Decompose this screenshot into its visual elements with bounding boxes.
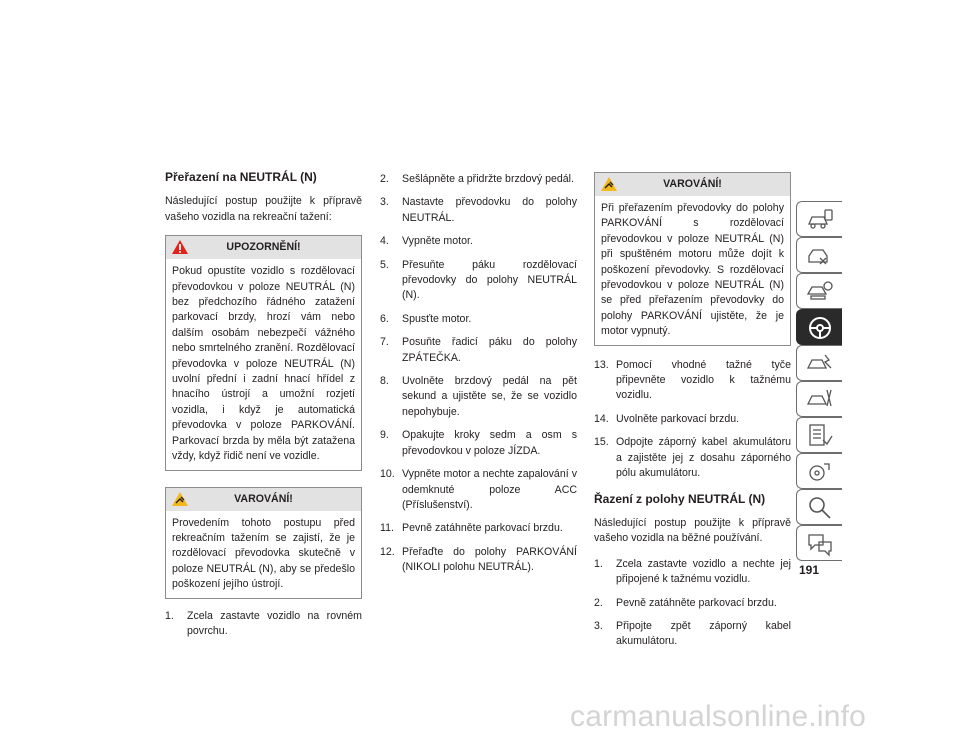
list-item bbox=[380, 374, 577, 420]
step-number: 8. bbox=[380, 375, 389, 388]
intro-paragraph: Následující postup použijte k přípravě vašeho vozidla na rekreační tažení: bbox=[165, 195, 362, 223]
steps-list bbox=[165, 609, 362, 640]
step-text: Zcela zastavte vozidlo na rovném povrchu. bbox=[187, 609, 362, 637]
caution-box bbox=[594, 172, 791, 346]
tab-starting[interactable] bbox=[796, 273, 842, 309]
list-item bbox=[594, 557, 791, 588]
step-text: Zcela zastavte vozidlo a nechte jej připojené k tažnému vozidlu. bbox=[616, 557, 791, 586]
warning-box bbox=[165, 235, 362, 470]
watermark: carmanualsonline.info bbox=[570, 700, 867, 733]
step-number: 3. bbox=[594, 619, 603, 632]
list-item bbox=[380, 335, 577, 366]
step-number: 1. bbox=[165, 609, 174, 622]
step-number: 12. bbox=[380, 545, 395, 558]
step-number: 2. bbox=[594, 596, 603, 609]
list-item bbox=[594, 412, 791, 427]
list-item bbox=[380, 312, 577, 327]
step-text: Uvolněte brzdový pedál na pět sekund a ujistěte se, že se vozidlo nepohybuje. bbox=[402, 375, 577, 418]
step-text: Spusťte motor. bbox=[402, 312, 472, 325]
radio-disc-icon bbox=[805, 458, 835, 486]
list-item bbox=[380, 428, 577, 459]
tab-index[interactable] bbox=[796, 489, 842, 525]
step-text: Pevně zatáhněte parkovací brzdu. bbox=[402, 522, 563, 535]
step-number: 14. bbox=[594, 412, 609, 425]
steering-wheel-icon bbox=[805, 278, 835, 306]
section-heading-neutral: Přeřazení na NEUTRÁL (N) bbox=[165, 170, 317, 184]
step-text: Vypněte motor a nechte zapalování v odemknuté poloze ACC (Příslušenství). bbox=[402, 468, 577, 511]
list-item bbox=[594, 596, 791, 611]
caution-box bbox=[165, 487, 362, 599]
list-item bbox=[380, 521, 577, 536]
list-item bbox=[594, 435, 791, 481]
step-text: Odpojte záporný kabel akumulátoru a zajistěte jej z dosahu záporného pólu akumulátoru. bbox=[616, 436, 791, 480]
steps-list bbox=[594, 557, 791, 650]
step-text: Uvolněte parkovací brzdu. bbox=[616, 412, 740, 425]
step-number: 6. bbox=[380, 312, 389, 325]
warning-box-title: UPOZORNĚNÍ! bbox=[226, 241, 301, 254]
section-heading-from-neutral: Řazení z polohy NEUTRÁL (N) bbox=[594, 491, 766, 506]
tab-languages[interactable] bbox=[796, 525, 842, 561]
step-number: 1. bbox=[594, 557, 603, 570]
step-number: 10. bbox=[380, 468, 395, 481]
car-crash-icon bbox=[805, 350, 835, 378]
step-number: 11. bbox=[380, 522, 394, 535]
caution-triangle-icon bbox=[600, 176, 618, 192]
step-text: Pomocí vhodné tažné tyče připevněte vozidlo k tažnému vozidlu. bbox=[616, 358, 791, 402]
step-text: Pevně zatáhněte parkovací brzdu. bbox=[616, 596, 777, 609]
step-text: Přeřaďte do polohy PARKOVÁNÍ (NIKOLI polohu NEUTRÁL). bbox=[402, 545, 577, 574]
list-item bbox=[380, 258, 577, 304]
caution-box-text: Provedením tohoto postupu před rekreačním tažením se zajistí, že je rozdělovací převodovka skutečně v poloze NEUTRÁL (N), aby se předešlo poškození jejího ústrojí. bbox=[172, 516, 355, 591]
step-text: Připojte zpět záporný kabel akumulátoru. bbox=[616, 619, 791, 648]
car-tools-icon bbox=[805, 386, 835, 414]
list-item bbox=[165, 609, 362, 640]
step-number: 4. bbox=[380, 235, 389, 248]
step-number: 15. bbox=[594, 436, 609, 449]
list-item bbox=[380, 234, 577, 249]
list-item bbox=[380, 172, 577, 187]
step-text: Vypněte motor. bbox=[402, 235, 473, 248]
list-item bbox=[594, 619, 791, 650]
step-number: 3. bbox=[380, 196, 389, 209]
list-item bbox=[594, 358, 791, 404]
page-number: 191 bbox=[799, 563, 820, 577]
step-number: 7. bbox=[380, 336, 389, 349]
magnifier-icon bbox=[805, 494, 835, 522]
car-info-icon bbox=[805, 206, 835, 234]
car-safety-icon bbox=[805, 242, 835, 270]
step-number: 9. bbox=[380, 429, 389, 442]
caution-box-title: VAROVÁNÍ! bbox=[663, 178, 722, 190]
steering-wheel-icon bbox=[805, 314, 835, 342]
warning-box-header bbox=[166, 236, 361, 259]
warning-box-text: Pokud opustíte vozidlo s rozdělovací převodovkou v poloze NEUTRÁL (N) bez předchozího řádného zatažení parkovací brzdy, hrozí vám nebo dalším osobám nebezpečí vážného nebo smrtelného zranění. Rozdělovací převodovka v poloze NEUTRÁL (N) uvolní přední i zadní hnací hřídel z hnacího ústrojí a umožní rozjetí vozidla, i když je automatická převodovka v poloze PARKOVÁNÍ. Parkovací brzda by měla být zatažena vždy, když řidič není ve vozidle. bbox=[172, 265, 355, 463]
left-column bbox=[165, 170, 362, 647]
speech-icon bbox=[805, 530, 835, 558]
step-text: Posuňte řadicí páku do polohy ZPÁTEČKA. bbox=[402, 336, 577, 364]
step-number: 13. bbox=[594, 358, 609, 371]
middle-column bbox=[380, 172, 577, 584]
checklist-icon bbox=[805, 422, 835, 450]
step-number: 2. bbox=[380, 173, 389, 185]
tab-service[interactable] bbox=[796, 345, 842, 381]
list-item bbox=[380, 195, 577, 226]
tab-emergency[interactable] bbox=[796, 309, 842, 345]
right-column bbox=[594, 172, 791, 658]
tab-safety[interactable] bbox=[796, 237, 842, 273]
step-number: 5. bbox=[380, 258, 389, 271]
caution-triangle-icon bbox=[171, 491, 189, 507]
tab-maintenance[interactable] bbox=[796, 381, 842, 417]
intro-paragraph: Následující postup použijte k přípravě vašeho vozidla na běžné používání. bbox=[594, 516, 791, 545]
tab-introduction[interactable] bbox=[796, 201, 842, 237]
steps-list bbox=[380, 172, 577, 576]
caution-box-header bbox=[166, 488, 361, 511]
step-text: Nastavte převodovku do polohy NEUTRÁL. bbox=[402, 196, 577, 224]
tab-specs[interactable] bbox=[796, 417, 842, 453]
steps-list bbox=[594, 358, 791, 482]
step-text: Opakujte kroky sedm a osm s převodovkou v poloze JÍZDA. bbox=[402, 429, 577, 457]
step-text: Sešlápněte a přidržte brzdový pedál. bbox=[402, 173, 574, 185]
list-item bbox=[380, 545, 577, 576]
tab-multimedia[interactable] bbox=[796, 453, 842, 489]
caution-box-title: VAROVÁNÍ! bbox=[234, 492, 293, 505]
list-item bbox=[380, 467, 577, 513]
step-text: Přesuňte páku rozdělovací převodovky do polohy NEUTRÁL (N). bbox=[402, 258, 577, 302]
caution-box-header bbox=[595, 173, 790, 196]
caution-box-text: Při přeřazením převodovky do polohy PARKOVÁNÍ s rozdělovací převodovkou v poloze NEUTRÁL (N) při spuštěném motoru může dojít k poškození převodovky. S rozdělovací převodovkou v poloze NEUTRÁL (N) se před přeřazením převodovky do polohy PARKOVÁNÍ ujistěte, že je motor vypnutý. bbox=[601, 202, 784, 338]
warning-triangle-icon bbox=[171, 239, 189, 255]
